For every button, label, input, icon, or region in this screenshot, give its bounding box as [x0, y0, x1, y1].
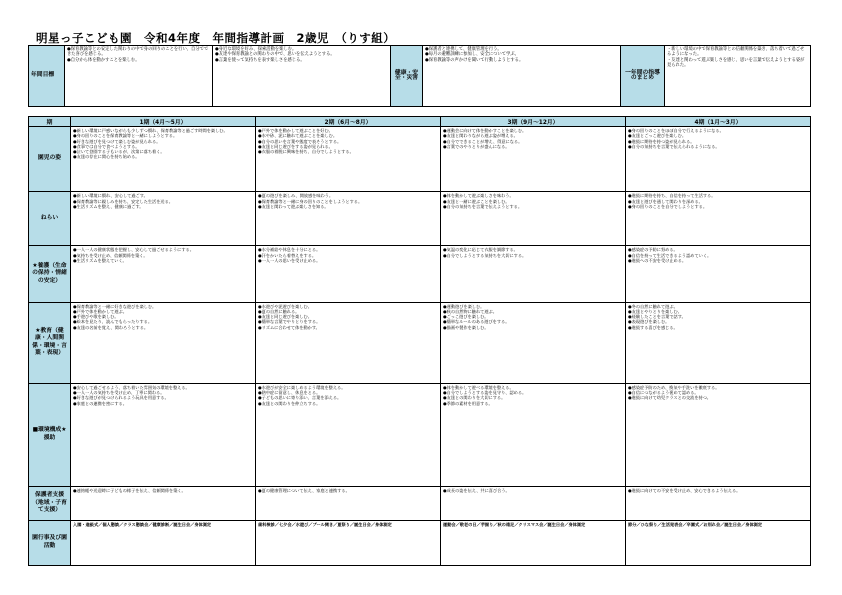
text-line: ●自分の気持ちを言葉で伝えようとする。 — [443, 203, 523, 209]
text-line: ●進級に期待を持つ姿が見られる。 — [628, 138, 695, 144]
text-line: ●保育教諭等に親しみを持ち、安定した生活を送る。 — [73, 198, 173, 204]
text-line: ●ごっこ遊びを楽しむ。 — [443, 314, 489, 320]
text-line: ●好きな遊びが見つけられるよう玩具を用意する。 — [73, 395, 169, 401]
row-label: ねらい — [29, 192, 71, 246]
health-safety-label: 健康・安全・災害 — [391, 46, 423, 107]
text-line: ●子どもの思いに寄り添い、言葉を添える。 — [258, 395, 342, 401]
term-header-row — [29, 117, 811, 127]
plan-row — [29, 246, 811, 302]
text-line: ●友達の存在に関心を持ち始める。 — [73, 154, 140, 160]
text-line: ●友達と関わって遊ぶ楽しさを知る。 — [258, 203, 329, 209]
term-header-3: 3期（9月〜12月） — [441, 117, 626, 127]
plan-row — [29, 127, 811, 192]
text-line: ●秋の自然物に触れて遊ぶ。 — [443, 308, 497, 314]
text-line: 歯科検診／七夕会／水遊び／プール開き／夏祭り／誕生日会／身体測定 — [258, 521, 392, 527]
text-line: ●運動会に向けて体を動かすことを楽しむ。 — [443, 128, 527, 133]
text-line: ●感染症予防のため、換気や手洗いを徹底する。 — [628, 384, 720, 390]
plan-cell — [71, 520, 256, 565]
text-line: ●友達や保育教諭との関わりの中で、思いを伝えようとする。 — [215, 52, 335, 58]
text-line: ●衣服の着脱に興味を持ち、自分でしようとする。 — [258, 149, 354, 155]
plan-cell — [256, 302, 441, 383]
text-line: ●保育教諭等と一緒に好きな遊びを楽しむ。 — [73, 303, 157, 309]
plan-row — [29, 487, 811, 521]
text-line: ●新しい環境に慣れ、安心して過ごす。 — [73, 193, 148, 199]
plan-cell — [256, 520, 441, 565]
term-header-4: 4期（1月〜3月） — [626, 117, 811, 127]
text-line: ●進級する喜びを感じる。 — [628, 324, 678, 330]
text-line: ●経験したことを言葉で話す。 — [628, 314, 686, 320]
text-line: ・新しい環境の中で保育教諭等との信頼関係を築き、落ち着いて過ごせるようになった。 — [667, 47, 805, 58]
term-header-label: 期 — [29, 117, 71, 127]
plan-cell — [71, 246, 256, 302]
annual-goal-label: 年間目標 — [29, 46, 65, 107]
plan-row — [29, 520, 811, 565]
text-line: ●戸外で体を動かして遊ぶ。 — [73, 308, 127, 314]
plan-row — [29, 383, 811, 487]
plan-cell — [626, 302, 811, 383]
row-label: 園行事及び園活動 — [29, 520, 71, 565]
text-line: ●保育教諭等との安定した関わりの中で身の回りのことを行い、自分でできた喜びを感じる。 — [67, 47, 209, 58]
text-line: ●好きな遊びを見つけて楽しむ姿が見られる。 — [73, 138, 161, 144]
text-line: ●夏の遊びを楽しみ、開放感を味わう。 — [258, 193, 334, 199]
row-label: ■環境構成★援助 — [29, 383, 71, 487]
text-line: ●運動遊びを楽しむ。 — [443, 303, 485, 309]
plan-row — [29, 302, 811, 383]
text-line: ・友達と関わって遊ぶ楽しさを感じ、思いを言葉で伝えようとする姿が見られた。 — [667, 57, 805, 69]
plan-cell — [256, 127, 441, 192]
plan-cell — [71, 302, 256, 383]
text-line: ●夏の健康管理について伝え、家庭と連携する。 — [258, 488, 350, 494]
text-line: ●夏の自然に触れる。 — [258, 308, 300, 314]
plan-row — [29, 192, 811, 246]
text-line: ●描画や製作を楽しむ。 — [443, 324, 489, 330]
text-line: ●友達と一緒に遊ぶことを楽しむ。 — [443, 198, 510, 204]
plan-cell — [256, 246, 441, 302]
plan-cell — [626, 520, 811, 565]
plan-cell — [441, 487, 626, 521]
plan-cell — [441, 383, 626, 487]
text-line: ●保護者と連携して、健康管理を行う。 — [425, 47, 502, 52]
text-line: ●水や砂、泥に触れて遊ぶことを楽しむ。 — [258, 133, 338, 139]
text-line: ●自信を持って生活できるよう認めていく。 — [628, 252, 712, 258]
plan-cell — [71, 192, 256, 246]
plan-cell — [256, 487, 441, 521]
plan-cell — [441, 302, 626, 383]
text-line: ●友達との関わりを大切にする。 — [443, 395, 506, 401]
text-line: ●食事では自分で食べようとする。 — [73, 143, 140, 149]
text-line: ●戸外で体を動かして遊ぶことを好む。 — [258, 128, 333, 133]
text-line: ●体を動かして遊ぶ楽しさを味わう。 — [443, 193, 514, 199]
text-line: ●身近な環境を好み、探索活動を楽しむ。 — [215, 47, 297, 52]
plan-cell — [626, 246, 811, 302]
text-line: ●一人一人の健康状態を把握し、安心して過ごせるようにする。 — [73, 247, 194, 253]
text-line: ●新しい環境に戸惑いながらも少しずつ慣れ、保育教諭等と過ごす時間を楽しむ。 — [73, 128, 228, 133]
text-line: ●言葉を使って気持ちを表す楽しさを感じる。 — [215, 57, 305, 63]
text-line: ●保育教諭等の声かけを聞いて行動しようとする。 — [425, 57, 524, 63]
plan-cell — [71, 487, 256, 521]
text-line: ●簡単な言葉でやりとりをする。 — [258, 319, 321, 325]
text-line: ●季節の素材を用意する。 — [443, 400, 493, 406]
text-line: ●一人一人の気持ちを受け止め、丁寧に関わる。 — [73, 389, 165, 395]
plan-cell — [626, 192, 811, 246]
page-title: 明星っ子こども園 令和4年度 年間指導計画 2歳児 （りす組） — [36, 31, 396, 45]
plan-cell — [441, 192, 626, 246]
health-safety-items — [423, 46, 621, 107]
text-line: ●自分でできることが増え、得意になる。 — [443, 138, 523, 144]
plan-cell — [441, 520, 626, 565]
text-line: ●連絡帳や送迎時に子どもの様子を伝え、信頼関係を築く。 — [73, 488, 186, 494]
text-line: ●熱中症に留意し、休息をとる。 — [258, 389, 321, 395]
text-line: ●気温の変化に応じて衣服を調節する。 — [443, 247, 518, 253]
text-line: ●自分の思いを言葉や態度で表そうとする。 — [258, 138, 342, 144]
text-line: ●感染症の予防に努める。 — [628, 247, 678, 253]
text-line: ●友達と遊びを通して関わりを深める。 — [628, 198, 703, 204]
text-line: ●冬の自然に触れて遊ぶ。 — [628, 303, 678, 309]
text-line: ●泣いて登園する子もいるが、次第に落ち着く。 — [73, 149, 165, 155]
annual-goal-table — [28, 45, 811, 107]
text-line: ●成長の姿を伝え、共に喜び合う。 — [443, 488, 510, 494]
text-line: ●友達とごっこ遊びを楽しむ。 — [628, 133, 687, 139]
text-line: ●友達とやりとりを楽しむ。 — [628, 308, 682, 314]
plan-cell — [71, 127, 256, 192]
row-label: 園児の姿 — [29, 127, 71, 192]
text-line: ●友達の名前を覚え、関わろうとする。 — [73, 324, 149, 330]
year-summary-items — [665, 46, 811, 107]
text-line: ●水分補給や休息を十分にとる。 — [258, 247, 321, 253]
term-header-2: 2期（6月〜8月） — [256, 117, 441, 127]
text-line: ●自分でしようとする気持ちを大切にする。 — [443, 252, 527, 258]
text-line: ●進級に期待を持ち、自信を持って生活する。 — [628, 193, 716, 199]
text-line: ●生活リズムを整え、健康に過ごす。 — [73, 203, 144, 209]
text-line: ●友達との関わりを仲立ちする。 — [258, 400, 321, 406]
text-line: ●自分の気持ちを言葉で伝えられるようになる。 — [628, 143, 720, 149]
plan-cell — [626, 127, 811, 192]
text-line: ●言葉でのやりとりが盛んになる。 — [443, 143, 510, 149]
row-label: ★養護（生命の保持・情緒の安定） — [29, 246, 71, 302]
text-line: ●体を動かして遊べる環境を整える。 — [443, 384, 514, 390]
text-line: ●進級に向けて幼児クラスとの交流を持つ。 — [628, 395, 711, 401]
term-plan-table — [28, 116, 811, 566]
text-line: ●友達と関わりながら遊ぶ姿が増える。 — [443, 133, 518, 139]
text-line: ●リズムに合わせて体を動かす。 — [258, 324, 320, 330]
row-label: 保護者支援（地域・子育て支援） — [29, 487, 71, 521]
text-line: 運動会／敬老の日／芋掘り／秋の遠足／クリスマス会／誕生日会／身体測定 — [443, 521, 586, 527]
annual-goal-col1 — [65, 46, 213, 107]
text-line: ●友達と同じ遊びをする姿が見られる。 — [258, 143, 333, 149]
annual-goal-col2 — [213, 46, 391, 107]
plan-cell — [256, 192, 441, 246]
year-summary-label: 一年間の指導のまとめ — [621, 46, 665, 107]
plan-cell — [256, 383, 441, 487]
plan-cell — [626, 383, 811, 487]
text-line: ●家庭との連携を密にする。 — [73, 400, 127, 406]
text-line: ●進級への不安を受け止める。 — [628, 257, 687, 263]
text-line: ●自分から体を動かすことを楽しむ。 — [67, 57, 140, 63]
text-line: ●水遊びや泥遊びを楽しむ。 — [258, 303, 312, 309]
plan-cell — [71, 383, 256, 487]
text-line: ●簡単なルールのある遊びをする。 — [443, 319, 510, 325]
plan-cell — [441, 246, 626, 302]
text-line: ●身の回りのことを自分でしようとする。 — [628, 203, 708, 209]
text-line: ●進級に向けての不安を受け止め、安心できるよう伝える。 — [628, 488, 741, 494]
text-line: ●手遊びや歌を楽しむ。 — [73, 314, 119, 320]
text-line: ●生活リズムを整えていく。 — [73, 257, 127, 263]
row-label: ★教育（健康・人間関係・環境・言葉・表現） — [29, 302, 71, 383]
text-line: ●安心して過ごせるよう、落ち着いた雰囲気の環境を整える。 — [73, 384, 190, 390]
text-line: ●気持ちを受け止め、信頼関係を築く。 — [73, 252, 148, 258]
text-line: ●毎月の避難訓練に参加し、安全について学ぶ。 — [425, 52, 519, 58]
term-header-1: 1期（4月〜5月） — [71, 117, 256, 127]
text-line: ●水遊びが安全に楽しめるよう環境を整える。 — [258, 384, 346, 390]
text-line: ●一人一人の思いを受け止める。 — [258, 257, 321, 263]
text-line: ●身の回りのことをほぼ自分で行えるようになる。 — [628, 128, 724, 133]
text-line: ●表現遊びを楽しむ。 — [628, 319, 670, 325]
text-line: ●絵本を見たり、読んでもらったりする。 — [73, 319, 153, 325]
text-line: ●友達と同じ遊びを楽しむ。 — [258, 314, 312, 320]
text-line: ●汗をかいたら着替えをする。 — [258, 252, 317, 258]
plan-cell — [441, 127, 626, 192]
text-line: 節分／ひな祭り／生活発表会／卒園式／お別れ会／誕生日会／身体測定 — [628, 521, 763, 527]
text-line: 入園・進級式／個人懇談／クラス懇談会／健康診断／誕生日会／身体測定 — [73, 521, 212, 527]
plan-cell — [626, 487, 811, 521]
text-line: ●自分でしようとする姿を見守り、認める。 — [443, 389, 527, 395]
text-line: ●身の回りのことを保育教諭等と一緒にしようとする。 — [73, 133, 178, 139]
text-line: ●自信につながるよう褒めて認める。 — [628, 389, 699, 395]
text-line: ●保育教諭等と一緒に身の回りのことをしようとする。 — [258, 198, 363, 204]
